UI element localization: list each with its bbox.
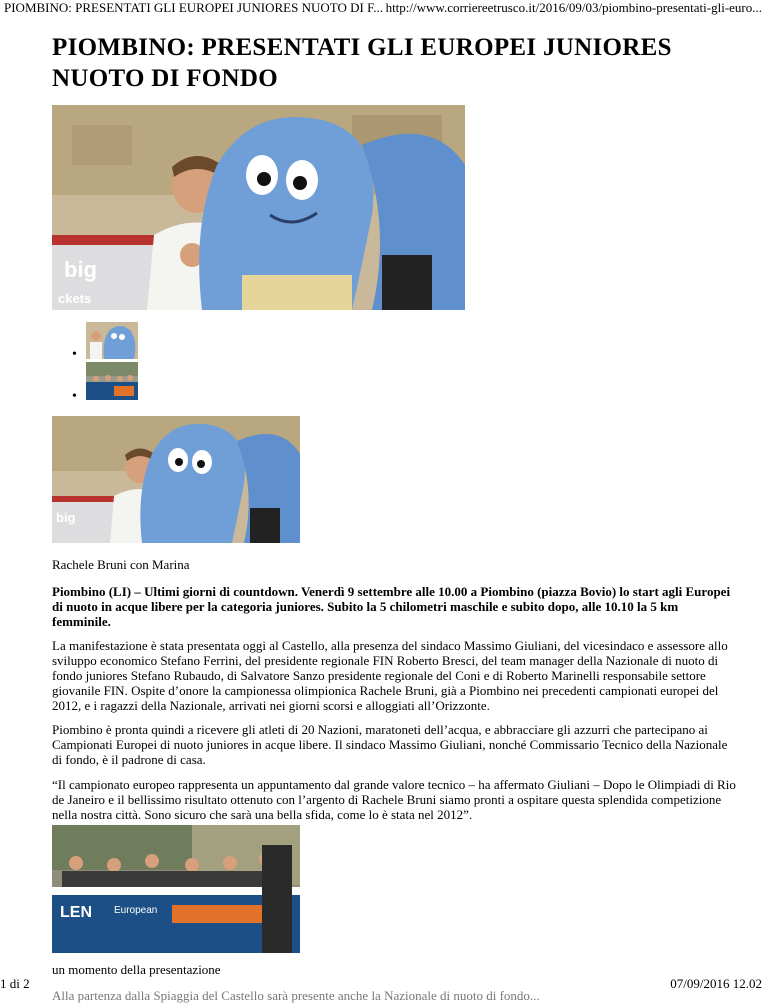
article-photo-presentation[interactable] [52, 825, 300, 953]
cut-off-paragraph: Alla partenza dalla Spiaggia del Castello sarà presente anche la Nazionale di nuoto di fondo... [52, 988, 540, 1003]
print-footer-page: 1 di 2 [0, 976, 30, 991]
gallery-bullet: • [72, 389, 77, 404]
article-paragraph: “Il campionato europeo rappresenta un appuntamento dal grande valore tecnico – ha affermato Giuliani – Dopo le Olimpiadi di Rio de Janeiro e il bellissimo risultato ottenuto con l’argento di Rachele Bruni siamo pronti a ospitare questa splendida competizione nella nostra città. Sono sicuro che sarà una bella sfida, come lo è stata nel 2012”. [52, 777, 736, 822]
mascot-sign-sub: ckets [58, 291, 92, 306]
article-title: PIOMBINO: PRESENTATI GLI EUROPEI JUNIORES NUOTO DI FONDO [52, 34, 672, 92]
gallery-bullet: • [72, 347, 77, 362]
article-photo-bruni-mascot[interactable] [52, 416, 300, 543]
mascot-sign-text: big [64, 257, 97, 282]
print-header-title: PIOMBINO: PRESENTATI GLI EUROPEI JUNIORES NUOTO DI F... [4, 0, 384, 15]
article-paragraph: Piombino è pronta quindi a ricevere gli atleti di 20 Nazioni, maratoneti dell’acqua, e abbracciare gli azzurri che partecipano ai Campionati Europei di nuoto juniores in acque libere. Il sindaco Massimo Giuliani, nonché Commissario Tecnico della Nazionale di fondo, è il padrone di casa. [52, 722, 728, 767]
mascot-sign-text: big [56, 510, 76, 525]
print-footer-datetime: 07/09/2016 12.02 [670, 976, 762, 991]
hero-photo[interactable] [52, 105, 465, 310]
banner-logo-text: LEN [60, 904, 92, 921]
gallery-thumbnail-1[interactable] [86, 322, 138, 359]
banner-subtitle-text: European [114, 905, 158, 916]
print-header-url[interactable]: http://www.corriereetrusco.it/2016/09/03/piombino-presentati-gli-euro... [385, 0, 762, 15]
article-lead: Piombino (LI) – Ultimi giorni di countdown. Venerdì 9 settembre alle 10.00 a Piombino (piazza Bovio) lo start agli Europei di nuoto in acque libere per la categoria juniores. Subito la 5 chilometri maschile e subito dopo, alle 10.10 la 5 km femminile. [52, 584, 731, 629]
photo-caption: un momento della presentazione [52, 962, 221, 977]
photo-caption: Rachele Bruni con Marina [52, 557, 190, 572]
gallery-thumbnail-2[interactable] [86, 362, 138, 400]
article-paragraph: La manifestazione è stata presentata oggi al Castello, alla presenza del sindaco Massimo Giuliani, del vicesindaco e assessore allo sviluppo economico Stefano Ferrini, del presidente regionale FIN Roberto Bresci, del team manager della Nazionale di nuoto di fondo juniores Stefano Rubaudo, di Salvatore Sanzo presidente regionale del Coni e di Roberto Marinelli responsabile settore giovanile FIN. Ospite d’onore la campionessa olimpionica Rachele Bruni, già a Piombino nei precedenti campionati europei del 2012, e i ragazzi della Nazionale, arrivati nei giorni scorsi e alloggiati all’Orizzonte. [52, 638, 728, 713]
